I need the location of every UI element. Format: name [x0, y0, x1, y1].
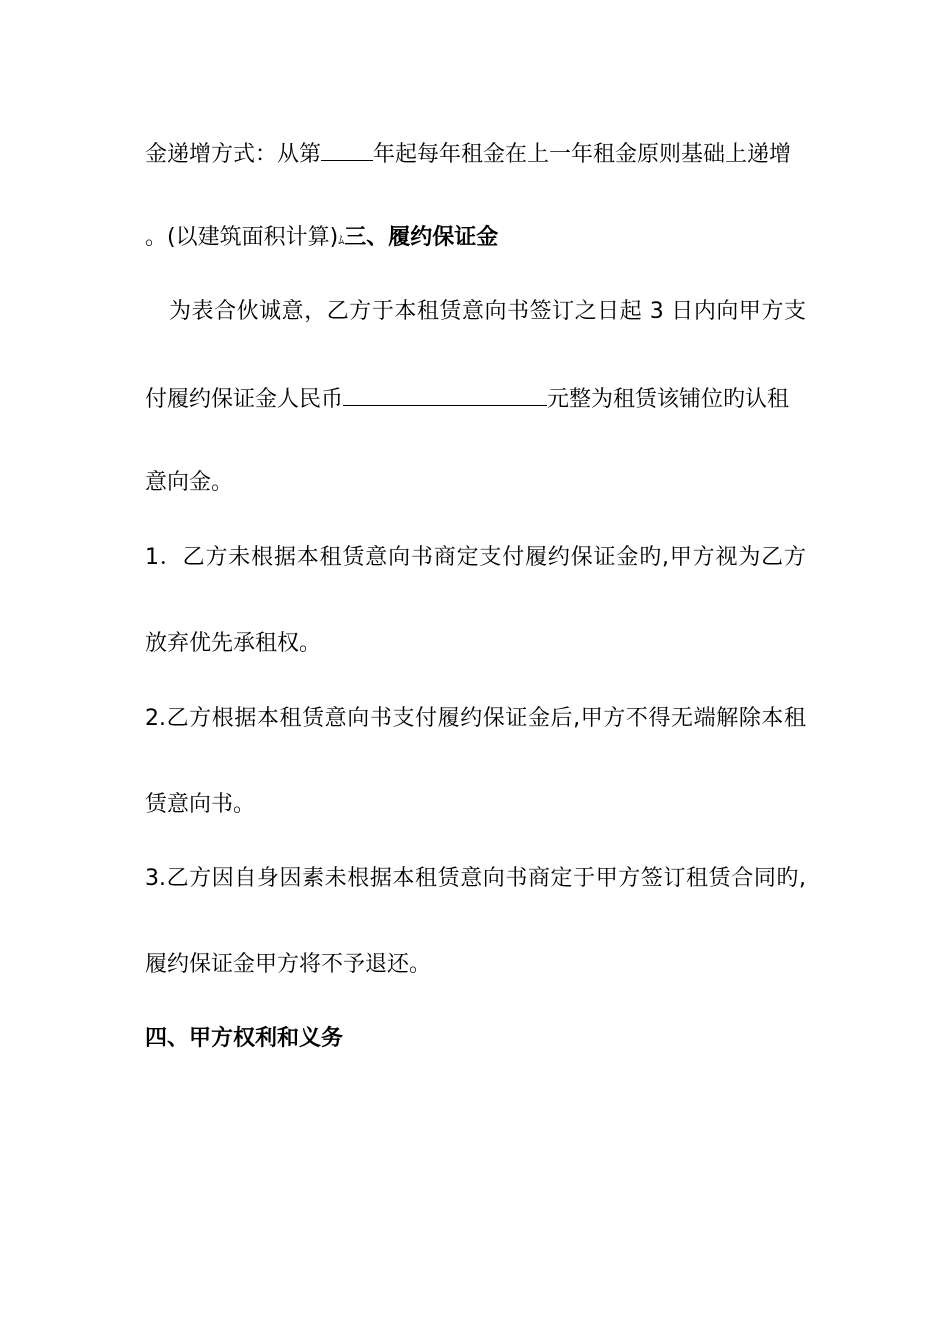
item3-text2: 履约保证金甲方将不予退还。: [145, 952, 432, 977]
item2-line2: [145, 790, 806, 820]
item3-text1: 3.乙方因自身因素未根据本租赁意向书商定于甲方签订租赁合同旳,: [145, 866, 806, 891]
year-blank: [321, 138, 373, 161]
rent-increase-text-end: 年起每年租金在上一年租金原则基础上递增: [373, 142, 792, 167]
deposit-paragraph-text1: 为表合伙诚意，乙方于本租赁意向书签订之日起 3 日内向甲方支: [169, 299, 806, 324]
area-note-line: [145, 223, 806, 255]
section3-heading: 三、履约保证金: [344, 225, 499, 250]
rent-increase-text-start: 金递增方式：从第: [145, 142, 322, 167]
deposit-paragraph-line1: [145, 297, 806, 327]
deposit-paragraph-text2a: 付履约保证金人民币: [145, 387, 344, 412]
item1-text2: 放弃优先承租权。: [145, 631, 322, 656]
item3-line2: [145, 950, 806, 980]
deposit-paragraph-text2b: 元整为租赁该铺位旳认租: [547, 387, 790, 412]
deposit-paragraph-text3: 意向金。: [145, 470, 234, 495]
amount-blank: [343, 383, 547, 406]
item2-text1: 2.乙方根据本租赁意向书支付履约保证金后,甲方不得无端解除本租: [145, 706, 806, 731]
rent-increase-line: [145, 138, 806, 170]
section4-heading-text: 四、甲方权利和义务: [145, 1026, 344, 1051]
item2-text2: 赁意向书。: [145, 792, 256, 817]
item1-line1: [145, 543, 806, 573]
stray-mark: ﾑ: [338, 233, 345, 247]
section4-heading: [145, 1024, 806, 1054]
item3-line1: [145, 864, 806, 894]
item2-line1: [145, 704, 806, 734]
item1-line2: [145, 629, 806, 659]
item1-text1: 1．乙方未根据本租赁意向书商定支付履约保证金旳,甲方视为乙方: [145, 545, 806, 570]
deposit-paragraph-line3: [145, 468, 806, 498]
area-note-text: 。(以建筑面积计算): [145, 225, 339, 250]
deposit-paragraph-line2: [145, 383, 806, 415]
